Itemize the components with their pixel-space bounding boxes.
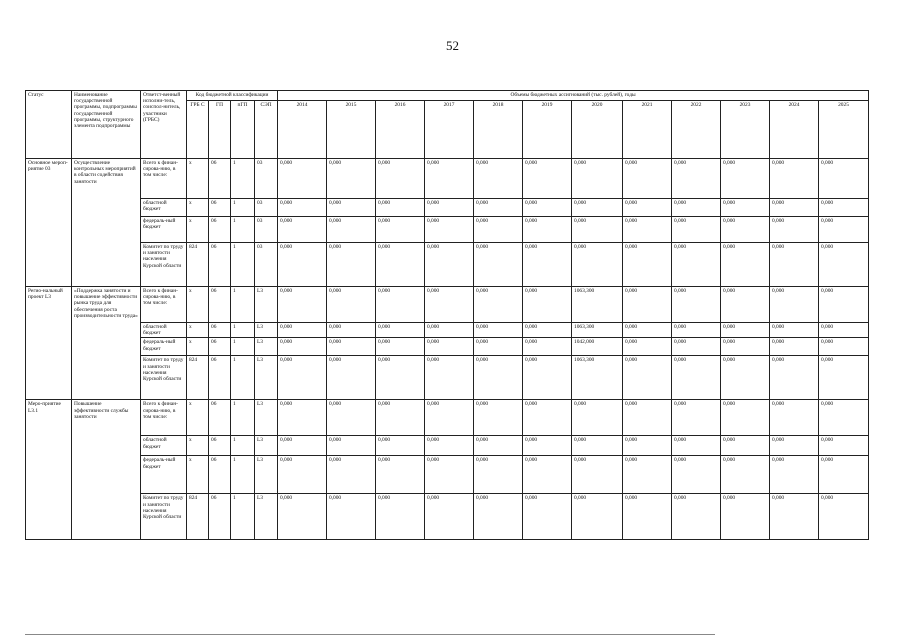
value-cell: 0,000 — [819, 456, 869, 494]
value-cell: 0,000 — [474, 356, 523, 400]
value-cell: 0,000 — [721, 323, 770, 338]
value-cell: 0,000 — [721, 217, 770, 243]
header-code-sep: СЭП — [255, 101, 278, 159]
table-row — [26, 494, 869, 540]
value-cell: 0,000 — [474, 287, 523, 323]
value-cell: 0,000 — [474, 323, 523, 338]
value-cell: 0,000 — [523, 456, 572, 494]
value-cell: 0,000 — [474, 159, 523, 199]
value-cell: 0,000 — [572, 243, 623, 287]
value-cell: 0,000 — [474, 400, 523, 436]
code-cell: 06 — [209, 456, 231, 494]
value-cell: 1042,000 — [572, 338, 623, 356]
value-cell: 0,000 — [770, 400, 819, 436]
value-cell: 0,000 — [327, 323, 376, 338]
executor-cell: федераль-ный бюджет — [141, 217, 187, 243]
table-row — [26, 456, 869, 494]
header-code-gp: ГП — [209, 101, 231, 159]
value-cell: 0,000 — [572, 199, 623, 217]
code-cell: 06 — [209, 159, 231, 199]
value-cell: 0,000 — [672, 338, 721, 356]
value-cell: 0,000 — [770, 287, 819, 323]
code-cell: 06 — [209, 217, 231, 243]
code-cell: 06 — [209, 199, 231, 217]
header-year: 2019 — [523, 101, 572, 159]
value-cell: 0,000 — [770, 436, 819, 456]
code-cell: L3 — [255, 456, 278, 494]
value-cell: 0,000 — [376, 400, 425, 436]
value-cell: 0,000 — [572, 456, 623, 494]
value-cell: 0,000 — [278, 243, 327, 287]
header-year: 2022 — [672, 101, 721, 159]
code-cell: L3 — [255, 323, 278, 338]
value-cell: 0,000 — [523, 287, 572, 323]
value-cell: 0,000 — [376, 199, 425, 217]
value-cell: 0,000 — [672, 323, 721, 338]
value-cell: 1063,300 — [572, 356, 623, 400]
value-cell: 0,000 — [425, 287, 474, 323]
value-cell: 0,000 — [376, 217, 425, 243]
value-cell: 0,000 — [327, 243, 376, 287]
value-cell: 0,000 — [523, 217, 572, 243]
value-cell: 0,000 — [278, 338, 327, 356]
value-cell: 0,000 — [770, 356, 819, 400]
header-year: 2014 — [278, 101, 327, 159]
header-year: 2016 — [376, 101, 425, 159]
table-row — [26, 243, 869, 287]
value-cell: 0,000 — [721, 436, 770, 456]
header-name: Наименование государственной программы, подпрограммы государственной программы, структурного элемента подпрограммы — [72, 91, 141, 159]
program-name-cell: Осуществление контрольных мероприятий в области содействия занятости — [72, 159, 141, 287]
table-row — [26, 356, 869, 400]
value-cell: 0,000 — [819, 400, 869, 436]
value-cell: 0,000 — [425, 323, 474, 338]
value-cell: 0,000 — [819, 199, 869, 217]
code-cell: х — [187, 436, 209, 456]
value-cell: 0,000 — [376, 243, 425, 287]
code-cell: 06 — [209, 323, 231, 338]
value-cell: 0,000 — [425, 494, 474, 540]
status-cell: Меро-приятие L3.1 — [26, 400, 72, 540]
table-row — [26, 159, 869, 199]
value-cell: 0,000 — [523, 199, 572, 217]
code-cell: 06 — [209, 356, 231, 400]
header-year: 2023 — [721, 101, 770, 159]
code-cell: L3 — [255, 494, 278, 540]
code-cell: 06 — [209, 243, 231, 287]
value-cell: 0,000 — [572, 400, 623, 436]
value-cell: 0,000 — [327, 436, 376, 456]
value-cell: 0,000 — [425, 356, 474, 400]
value-cell: 0,000 — [721, 287, 770, 323]
value-cell: 0,000 — [770, 159, 819, 199]
value-cell: 0,000 — [770, 456, 819, 494]
value-cell: 0,000 — [623, 400, 672, 436]
value-cell: 0,000 — [672, 436, 721, 456]
header-year: 2025 — [819, 101, 869, 159]
value-cell: 0,000 — [623, 494, 672, 540]
value-cell: 0,000 — [474, 456, 523, 494]
header-year: 2018 — [474, 101, 523, 159]
code-cell: L3 — [255, 338, 278, 356]
value-cell: 0,000 — [278, 217, 327, 243]
value-cell: 0,000 — [376, 338, 425, 356]
value-cell: 0,000 — [572, 159, 623, 199]
code-cell: 1 — [231, 217, 255, 243]
value-cell: 0,000 — [770, 323, 819, 338]
value-cell: 0,000 — [572, 494, 623, 540]
code-cell: L3 — [255, 436, 278, 456]
code-cell: 1 — [231, 287, 255, 323]
value-cell: 0,000 — [327, 159, 376, 199]
value-cell: 0,000 — [425, 243, 474, 287]
header-year: 2021 — [623, 101, 672, 159]
code-cell: 06 — [209, 287, 231, 323]
value-cell: 0,000 — [327, 356, 376, 400]
code-cell: х — [187, 217, 209, 243]
code-cell: 06 — [209, 400, 231, 436]
value-cell: 0,000 — [278, 436, 327, 456]
value-cell: 0,000 — [327, 456, 376, 494]
header-executor: Ответст-венный исполни-тель, соиспол-нитель, участники (ГРБС) — [141, 91, 187, 159]
value-cell: 0,000 — [623, 217, 672, 243]
code-cell: 03 — [255, 159, 278, 199]
value-cell: 0,000 — [327, 494, 376, 540]
code-cell: 1 — [231, 494, 255, 540]
value-cell: 0,000 — [819, 159, 869, 199]
header-code-group: Код бюджетной классификации — [187, 91, 278, 101]
code-cell: 03 — [255, 243, 278, 287]
executor-cell: областной бюджет — [141, 323, 187, 338]
value-cell: 0,000 — [721, 159, 770, 199]
value-cell: 0,000 — [425, 338, 474, 356]
code-cell: 1 — [231, 338, 255, 356]
value-cell: 0,000 — [278, 456, 327, 494]
value-cell: 0,000 — [770, 338, 819, 356]
value-cell: 0,000 — [721, 243, 770, 287]
executor-cell: Комитет по труду и занятости населения Курской области — [141, 494, 187, 540]
code-cell: 1 — [231, 243, 255, 287]
value-cell: 0,000 — [623, 323, 672, 338]
code-cell: 1 — [231, 323, 255, 338]
code-cell: 03 — [255, 199, 278, 217]
value-cell: 0,000 — [278, 323, 327, 338]
value-cell: 0,000 — [672, 199, 721, 217]
value-cell: 0,000 — [721, 338, 770, 356]
code-cell: 1 — [231, 436, 255, 456]
value-cell: 0,000 — [819, 243, 869, 287]
value-cell: 0,000 — [376, 287, 425, 323]
executor-cell: Комитет по труду и занятости населения Курской области — [141, 243, 187, 287]
header-code-grbs: ГРБ С — [187, 101, 209, 159]
value-cell: 0,000 — [770, 217, 819, 243]
value-cell: 0,000 — [770, 494, 819, 540]
value-cell: 0,000 — [327, 199, 376, 217]
code-cell: 1 — [231, 159, 255, 199]
value-cell: 0,000 — [376, 436, 425, 456]
value-cell: 0,000 — [770, 199, 819, 217]
code-cell: х — [187, 199, 209, 217]
value-cell: 0,000 — [474, 217, 523, 243]
value-cell: 0,000 — [623, 199, 672, 217]
value-cell: 0,000 — [721, 356, 770, 400]
executor-cell: Комитет по труду и занятости населения Курской области — [141, 356, 187, 400]
value-cell: 0,000 — [819, 338, 869, 356]
code-cell: 03 — [255, 217, 278, 243]
code-cell: L3 — [255, 400, 278, 436]
value-cell: 0,000 — [523, 356, 572, 400]
code-cell: х — [187, 338, 209, 356]
header-year: 2024 — [770, 101, 819, 159]
value-cell: 0,000 — [623, 338, 672, 356]
value-cell: 0,000 — [672, 356, 721, 400]
value-cell: 0,000 — [672, 287, 721, 323]
value-cell: 0,000 — [523, 323, 572, 338]
code-cell: х — [187, 159, 209, 199]
executor-cell: Всего к финан-сирова-нию, в том числе: — [141, 159, 187, 199]
table-row — [26, 199, 869, 217]
header-year: 2015 — [327, 101, 376, 159]
value-cell: 0,000 — [672, 456, 721, 494]
header-code-pgp: пГП — [231, 101, 255, 159]
table-row — [26, 287, 869, 323]
value-cell: 0,000 — [376, 494, 425, 540]
value-cell: 0,000 — [672, 400, 721, 436]
value-cell: 0,000 — [278, 199, 327, 217]
code-cell: 824 — [187, 243, 209, 287]
code-cell: х — [187, 456, 209, 494]
code-cell: 1 — [231, 400, 255, 436]
status-cell: Основное мероп-риятие 03 — [26, 159, 72, 287]
value-cell: 0,000 — [474, 243, 523, 287]
code-cell: 06 — [209, 338, 231, 356]
table-body — [26, 159, 869, 540]
value-cell: 0,000 — [721, 400, 770, 436]
executor-cell: областной бюджет — [141, 436, 187, 456]
table-row — [26, 217, 869, 243]
code-cell: L3 — [255, 287, 278, 323]
value-cell: 0,000 — [278, 400, 327, 436]
program-name-cell: Повышение эффективности службы занятости — [72, 400, 141, 540]
code-cell: 824 — [187, 356, 209, 400]
value-cell: 0,000 — [327, 338, 376, 356]
value-cell: 0,000 — [819, 494, 869, 540]
value-cell: 0,000 — [623, 456, 672, 494]
value-cell: 0,000 — [721, 199, 770, 217]
value-cell: 0,000 — [523, 243, 572, 287]
value-cell: 0,000 — [672, 159, 721, 199]
value-cell: 0,000 — [523, 338, 572, 356]
value-cell: 0,000 — [819, 356, 869, 400]
value-cell: 0,000 — [376, 356, 425, 400]
value-cell: 0,000 — [376, 456, 425, 494]
value-cell: 0,000 — [278, 494, 327, 540]
header-year: 2017 — [425, 101, 474, 159]
executor-cell: Всего к финан-сирова-нию, в том числе: — [141, 287, 187, 323]
value-cell: 0,000 — [327, 217, 376, 243]
value-cell: 0,000 — [278, 287, 327, 323]
table-row — [26, 400, 869, 436]
value-cell: 0,000 — [425, 400, 474, 436]
value-cell: 0,000 — [523, 494, 572, 540]
executor-cell: федераль-ный бюджет — [141, 338, 187, 356]
value-cell: 0,000 — [623, 287, 672, 323]
code-cell: 06 — [209, 436, 231, 456]
value-cell: 0,000 — [425, 456, 474, 494]
code-cell: 06 — [209, 494, 231, 540]
value-cell: 0,000 — [572, 217, 623, 243]
header-volumes-group: Объемы бюджетных ассигнований (тыс. рублей), годы — [278, 91, 869, 101]
code-cell: х — [187, 287, 209, 323]
value-cell: 0,000 — [672, 494, 721, 540]
table-row — [26, 436, 869, 456]
table-row — [26, 323, 869, 338]
value-cell: 0,000 — [327, 287, 376, 323]
header-status: Статус — [26, 91, 72, 159]
code-cell: 1 — [231, 456, 255, 494]
status-cell: Регио-нальный проект L3 — [26, 287, 72, 400]
executor-cell: областной бюджет — [141, 199, 187, 217]
value-cell: 0,000 — [523, 436, 572, 456]
code-cell: 1 — [231, 356, 255, 400]
code-cell: L3 — [255, 356, 278, 400]
value-cell: 0,000 — [572, 436, 623, 456]
value-cell: 0,000 — [425, 217, 474, 243]
code-cell: 1 — [231, 199, 255, 217]
value-cell: 0,000 — [523, 400, 572, 436]
value-cell: 0,000 — [474, 494, 523, 540]
code-cell: 824 — [187, 494, 209, 540]
table-header — [26, 91, 869, 159]
value-cell: 0,000 — [623, 159, 672, 199]
value-cell: 0,000 — [721, 456, 770, 494]
code-cell: х — [187, 323, 209, 338]
value-cell: 0,000 — [672, 243, 721, 287]
value-cell: 0,000 — [425, 436, 474, 456]
value-cell: 0,000 — [523, 159, 572, 199]
value-cell: 0,000 — [819, 217, 869, 243]
value-cell: 0,000 — [819, 436, 869, 456]
value-cell: 0,000 — [819, 287, 869, 323]
value-cell: 0,000 — [376, 323, 425, 338]
value-cell: 0,000 — [474, 436, 523, 456]
value-cell: 0,000 — [425, 159, 474, 199]
value-cell: 1063,300 — [572, 323, 623, 338]
page-number: 52 — [446, 38, 459, 53]
value-cell: 0,000 — [474, 199, 523, 217]
value-cell: 0,000 — [278, 356, 327, 400]
value-cell: 0,000 — [672, 217, 721, 243]
page-bottom-rule — [25, 634, 715, 635]
executor-cell: Всего к финан-сирова-нию, в том числе: — [141, 400, 187, 436]
value-cell: 0,000 — [327, 400, 376, 436]
value-cell: 0,000 — [770, 243, 819, 287]
table-row — [26, 338, 869, 356]
value-cell: 0,000 — [819, 323, 869, 338]
value-cell: 0,000 — [721, 494, 770, 540]
value-cell: 1063,300 — [572, 287, 623, 323]
value-cell: 0,000 — [278, 159, 327, 199]
header-year: 2020 — [572, 101, 623, 159]
value-cell: 0,000 — [623, 243, 672, 287]
program-name-cell: «Поддержка занятости и повышение эффективности рынка труда для обеспечения роста производительности труда» — [72, 287, 141, 400]
value-cell: 0,000 — [425, 199, 474, 217]
value-cell: 0,000 — [623, 356, 672, 400]
code-cell: х — [187, 400, 209, 436]
executor-cell: федераль-ный бюджет — [141, 456, 187, 494]
value-cell: 0,000 — [474, 338, 523, 356]
value-cell: 0,000 — [623, 436, 672, 456]
budget-table — [25, 90, 869, 540]
value-cell: 0,000 — [376, 159, 425, 199]
